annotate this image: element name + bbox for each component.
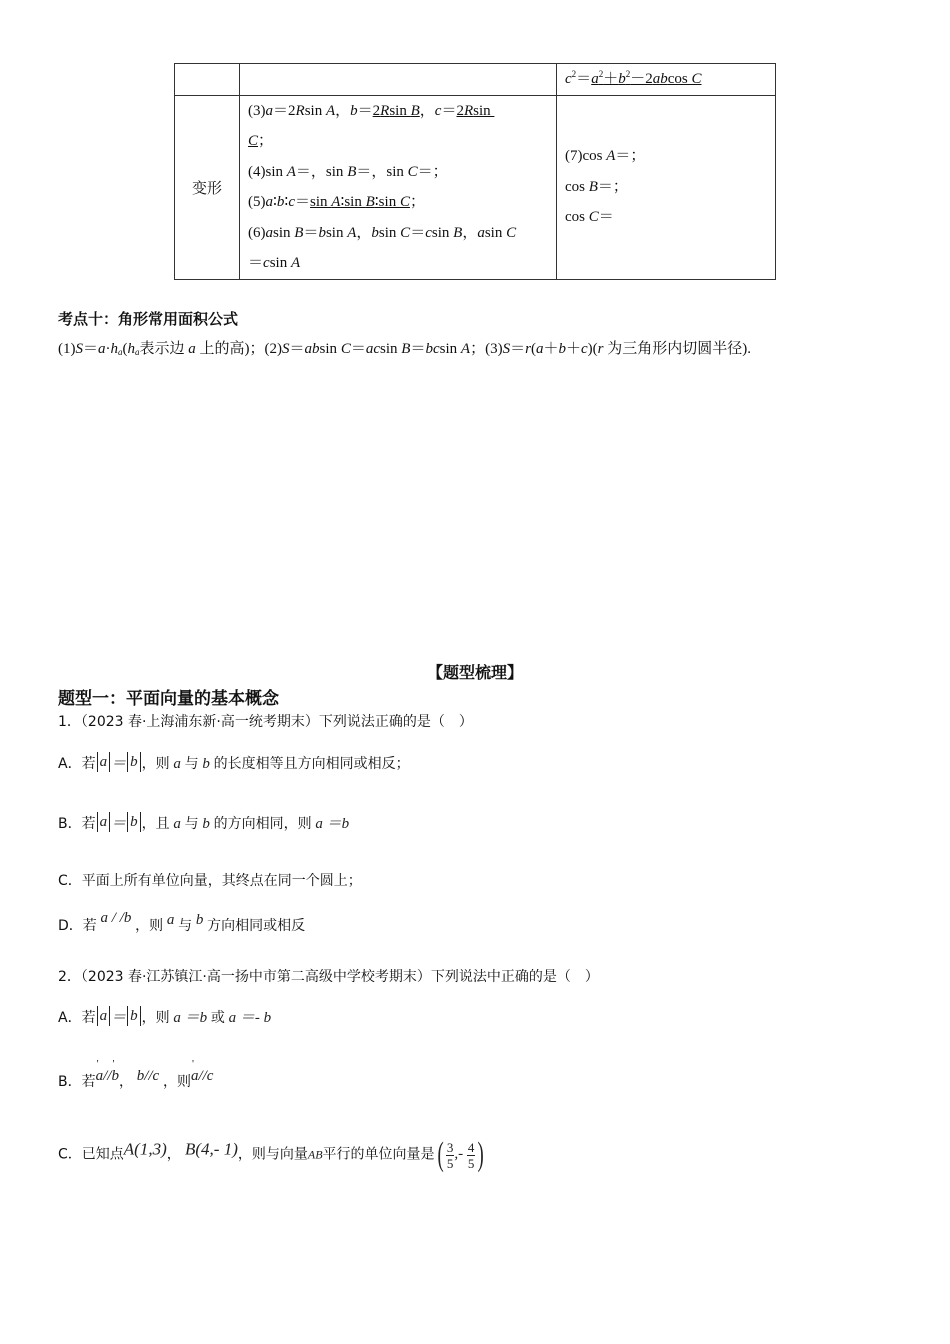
law-of-sines-cosines-table — [174, 63, 776, 280]
question-2-stem: 2．（2023 春·江苏镇江·高一扬中市第二高级中学校考期末）下列说法中正确的是（ ） — [58, 969, 599, 985]
question-1-stem: 1．（2023 春·上海浦东新·高一统考期末）下列说法正确的是（ ） — [58, 714, 473, 730]
formula-line: (6)asin B＝bsin A，bsin C＝csin B，asin C — [248, 224, 517, 241]
knowledge-point-title: 考点十：角形常用面积公式 — [58, 310, 239, 328]
question-1-option-a: A．若 a ＝ b ，则 a 与 b 的长度相等且方向相同或相反； — [58, 754, 410, 772]
question-1-option-b: B．若 a ＝ b ，且 a 与 b 的方向相同，则 a ＝b — [58, 814, 350, 832]
question-1-option-c: C．平面上所有单位向量，其终点在同一个圆上； — [58, 873, 362, 889]
knowledge-point-body: $(1)S=a\cdot h_a(h_a$表示边 a 上的高)；(2)S＝absin C＝acsin B＝bcsin A；(3)S＝r(a＋b＋c)(r 为三角形内切圆半径). — [58, 341, 751, 357]
question-2-option-c: C．已知点A(1,3)， B(4,- 1)，则与向量AB平行的单位向量是( $\frac{3}{5}$ ,- $\frac{4}{5}$ ) — [58, 1136, 485, 1173]
table-row — [175, 95, 776, 279]
formula-line: ＝csin A — [248, 255, 301, 271]
table-row — [175, 64, 776, 96]
formula-line: (4)sin A＝，sin B＝，sin C＝； — [248, 163, 448, 180]
formula-line: (5)a∶b∶c＝sin A∶sin B∶sin C； — [248, 194, 425, 210]
sine-law-variants-cell — [240, 95, 557, 279]
formula-line: cos B＝； — [565, 178, 628, 195]
question-1-option-d: D．若 a / /b ，则 a 与 b 方向相同或相反 — [58, 910, 306, 934]
formula-line: (7)cos A＝； — [565, 148, 646, 165]
question-2-option-b: B．若' a//' b， b//c ，则' a//c — [58, 1068, 213, 1091]
formula-line: (3)a＝2Rsin A，b＝2Rsin B，c＝2Rsin — [248, 102, 495, 119]
question-type-heading: 题型一：平面向量的基本概念 — [58, 689, 279, 709]
table-cell — [175, 64, 240, 96]
section-heading: 【题型梳理】 — [426, 663, 523, 682]
formula-line: cos C＝ — [565, 209, 614, 226]
cosine-law-formula-cell: $c^2=a^2+b^2-2abcos$ C — [557, 64, 776, 96]
row-label-cell: 变形 — [175, 95, 240, 279]
formula-line: C； — [248, 133, 274, 149]
question-2-option-a: A．若 a ＝ b ，则 a ＝b 或 a ＝- b — [58, 1008, 272, 1026]
cosine-law-variants-cell — [557, 95, 776, 279]
table-cell — [240, 64, 557, 96]
